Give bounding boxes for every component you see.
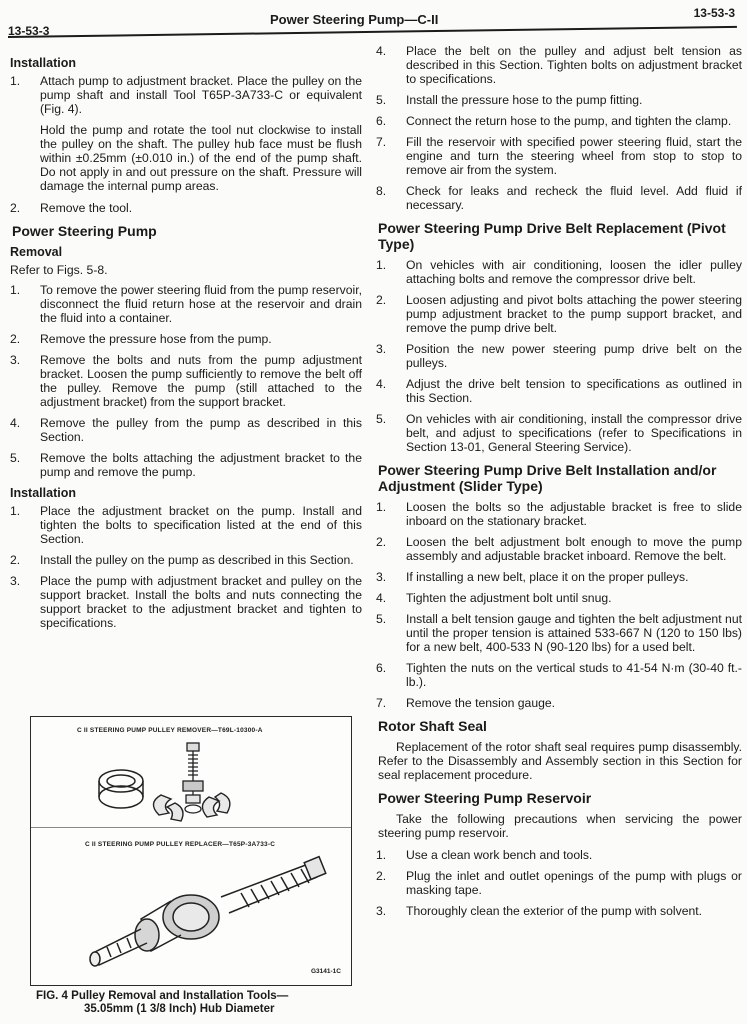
step-number: 3. — [376, 904, 387, 918]
step-number: 7. — [376, 135, 387, 149]
list-item — [374, 848, 742, 862]
step-text: Position the new power steering pump drive belt on the pulleys. — [406, 342, 742, 370]
step-text: Remove the tension gauge. — [406, 696, 556, 710]
figure-code: G3141-1C — [311, 968, 341, 975]
step-number: 4. — [10, 416, 21, 430]
step-text: On vehicles with air conditioning, install the compressor drive belt, and adjust to specifications (refer to Specifications in Section 13-01, General Steering Service). — [406, 412, 742, 454]
installation-steps — [8, 74, 362, 116]
list-item — [374, 661, 742, 689]
list-item — [374, 500, 742, 528]
step-number: 6. — [376, 114, 387, 128]
step-text: Connect the return hose to the pump, and tighten the clamp. — [406, 114, 732, 128]
list-item — [374, 412, 742, 454]
list-item — [374, 135, 742, 177]
list-item — [8, 283, 362, 325]
list-item — [374, 570, 742, 584]
figure-caption — [36, 990, 356, 1016]
list-item — [374, 258, 742, 286]
refer-text: Refer to Figs. 5-8. — [10, 263, 108, 277]
step-text: Remove the pressure hose from the pump. — [40, 332, 272, 346]
reservoir-steps — [374, 848, 742, 918]
step-text: Thoroughly clean the exterior of the pump with solvent. — [406, 904, 703, 918]
removal-steps — [8, 283, 362, 479]
step-number: 2. — [376, 293, 387, 307]
pulley-remover-illustration — [91, 737, 291, 825]
step-number: 2. — [10, 332, 21, 346]
step-number: 7. — [376, 696, 387, 710]
step-text: If installing a new belt, place it on the proper pulleys. — [406, 570, 689, 584]
step-text: Remove the bolts and nuts from the pump adjustment bracket. Loosen the pump sufficiently to remove the belt off the pulley. Remove the pump (still attached to the adjustment bracket) from the support bracket. — [40, 353, 362, 409]
step-text: Loosen the bolts so the adjustable bracket is free to slide inboard on the stationary bracket. — [406, 500, 742, 528]
list-item — [374, 342, 742, 370]
step-number: 2. — [376, 869, 387, 883]
figure-divider — [31, 827, 351, 828]
step-text: Fill the reservoir with specified power steering fluid, start the engine and turn the steering wheel from stop to stop to remove air from the system. — [406, 135, 742, 177]
step-text: Plug the inlet and outlet openings of the pump with plugs or masking tape. — [406, 869, 742, 897]
replacer-label: C II STEERING PUMP PULLEY REPLACER—T65P-3A733-C — [85, 841, 276, 848]
installation2-steps — [8, 504, 362, 630]
list-item — [8, 201, 362, 215]
page-number-right: 13-53-3 — [693, 6, 735, 20]
step-number: 4. — [376, 377, 387, 391]
list-item — [8, 416, 362, 444]
removal-heading: Removal — [10, 245, 63, 259]
right-column — [374, 44, 742, 925]
list-item — [374, 869, 742, 897]
list-item — [374, 44, 742, 86]
slider-heading: Power Steering Pump Drive Belt Installation and/or Adjustment (Slider Type) — [378, 462, 717, 494]
list-item — [8, 504, 362, 546]
list-item — [8, 574, 362, 630]
step-text: Place the adjustment bracket on the pump. Install and tighten the bolts to specification listed at the end of this Section. — [40, 504, 362, 546]
step-number: 3. — [10, 574, 21, 588]
step-number: 1. — [376, 500, 387, 514]
step-number: 5. — [376, 93, 387, 107]
installation-heading: Installation — [10, 56, 76, 70]
step-number: 2. — [10, 201, 21, 215]
list-item — [8, 451, 362, 479]
step-text: Remove the pulley from the pump as described in this Section. — [40, 416, 362, 444]
step-number: 5. — [10, 451, 21, 465]
step-number: 4. — [376, 591, 387, 605]
rotor-heading: Rotor Shaft Seal — [378, 718, 487, 734]
list-item — [374, 591, 742, 605]
step-number: 3. — [376, 342, 387, 356]
rotor-text: Replacement of the rotor shaft seal requires pump disassembly. Refer to the Disassembly and Assembly section in this Section for seal replacement procedure. — [378, 740, 742, 782]
list-item — [8, 74, 362, 116]
step-text: To remove the power steering fluid from the pump reservoir, disconnect the fluid return hose at the reservoir and drain the fluid into a container. — [40, 283, 362, 325]
step-number: 5. — [376, 412, 387, 426]
step-number: 8. — [376, 184, 387, 198]
installation-steps-cont — [8, 201, 362, 215]
header-rule — [8, 26, 737, 38]
step-text: Install the pulley on the pump as described in this Section. — [40, 553, 354, 567]
step-text: Tighten the nuts on the vertical studs to 41-54 N·m (30-40 ft.-lb.). — [406, 661, 742, 689]
step-text: Remove the tool. — [40, 201, 133, 215]
caption-line1: FIG. 4 Pulley Removal and Installation Tools— — [36, 990, 289, 1002]
list-item — [8, 553, 362, 567]
figure-4 — [30, 716, 352, 986]
step-text: Loosen the belt adjustment bolt enough to move the pump assembly and adjustable bracket inboard. Remove the belt. — [406, 535, 742, 563]
step-text: Attach pump to adjustment bracket. Place the pulley on the pump shaft and install Tool T65P-3A733-C or equivalent (Fig. 4). — [40, 74, 362, 116]
replacer-body — [135, 895, 219, 951]
installation2-heading: Installation — [10, 486, 76, 500]
step-text: Place the belt on the pulley and adjust belt tension as described in this Section. Tighten bolts on adjustment bracket to specifications. — [406, 44, 742, 86]
step-text: On vehicles with air conditioning, loosen the idler pulley attaching bolts and remove the compressor drive belt. — [406, 258, 742, 286]
installation-note: Hold the pump and rotate the tool nut clockwise to install the pulley on the shaft. The pulley hub face must be flush within ±0.25mm (±0.010 in.) of the end of the pump shaft. Do not apply in and out pressure on the shaft. Pressure will damage the internal pump areas. — [40, 123, 362, 193]
step-text: Remove the bolts attaching the adjustment bracket to the pump and remove the pump. — [40, 451, 362, 479]
list-item — [374, 293, 742, 335]
list-item — [374, 904, 742, 918]
step-number: 1. — [10, 74, 21, 88]
step-text: Loosen adjusting and pivot bolts attaching the power steering pump adjustment bracket to the pump support bracket, and remove the pump drive belt. — [406, 293, 742, 335]
step-number: 1. — [10, 283, 21, 297]
remover-label: C II STEERING PUMP PULLEY REMOVER—T69L-10300-A — [77, 727, 263, 734]
list-item — [374, 377, 742, 405]
reservoir-heading: Power Steering Pump Reservoir — [378, 790, 592, 806]
step-number: 1. — [376, 848, 387, 862]
step-text: Check for leaks and recheck the fluid level. Add fluid if necessary. — [406, 184, 742, 212]
list-item — [374, 535, 742, 563]
slider-steps — [374, 500, 742, 710]
remover-sleeve — [99, 770, 143, 808]
step-text: Install the pressure hose to the pump fitting. — [406, 93, 643, 107]
list-item — [374, 114, 742, 128]
step-text: Tighten the adjustment bolt until snug. — [406, 591, 612, 605]
step-number: 1. — [376, 258, 387, 272]
page-number-left: 13-53-3 — [8, 24, 50, 38]
reservoir-text: Take the following precautions when servicing the power steering pump reservoir. — [378, 812, 742, 840]
step-text: Place the pump with adjustment bracket and pulley on the support bracket. Install the bolts and nuts connecting the support bracket to the adjustment bracket and tighten to specifications. — [40, 574, 362, 630]
list-item — [374, 93, 742, 107]
step-text: Install a belt tension gauge and tighten the belt adjustment nut until the proper tension is attained 533-667 N (120 to 150 lbs) for a new belt, 400-533 N (90-120 lbs) for a used belt. — [406, 612, 742, 654]
pulley-replacer-illustration — [71, 853, 341, 971]
step-number: 6. — [376, 661, 387, 675]
list-item — [8, 353, 362, 409]
left-column — [8, 54, 362, 637]
caption-line2: 35.05mm (1 3/8 Inch) Hub Diameter — [84, 1003, 275, 1015]
list-item — [8, 332, 362, 346]
step-number: 3. — [376, 570, 387, 584]
step-text: Use a clean work bench and tools. — [406, 848, 593, 862]
pivot-steps — [374, 258, 742, 454]
page-title: Power Steering Pump—C-II — [270, 12, 439, 27]
list-item — [374, 184, 742, 212]
step-number: 4. — [376, 44, 387, 58]
list-item — [374, 696, 742, 710]
step-text: Adjust the drive belt tension to specifications as outlined in this Section. — [406, 377, 742, 405]
step-number: 5. — [376, 612, 387, 626]
pivot-heading: Power Steering Pump Drive Belt Replacement (Pivot Type) — [378, 220, 726, 252]
list-item — [374, 612, 742, 654]
step-number: 2. — [376, 535, 387, 549]
step-number: 3. — [10, 353, 21, 367]
installation-steps-continued — [374, 44, 742, 212]
step-number: 1. — [10, 504, 21, 518]
remover-bolt — [183, 743, 203, 813]
step-number: 2. — [10, 553, 21, 567]
replacer-screw — [221, 857, 326, 913]
psp-heading: Power Steering Pump — [12, 223, 157, 239]
